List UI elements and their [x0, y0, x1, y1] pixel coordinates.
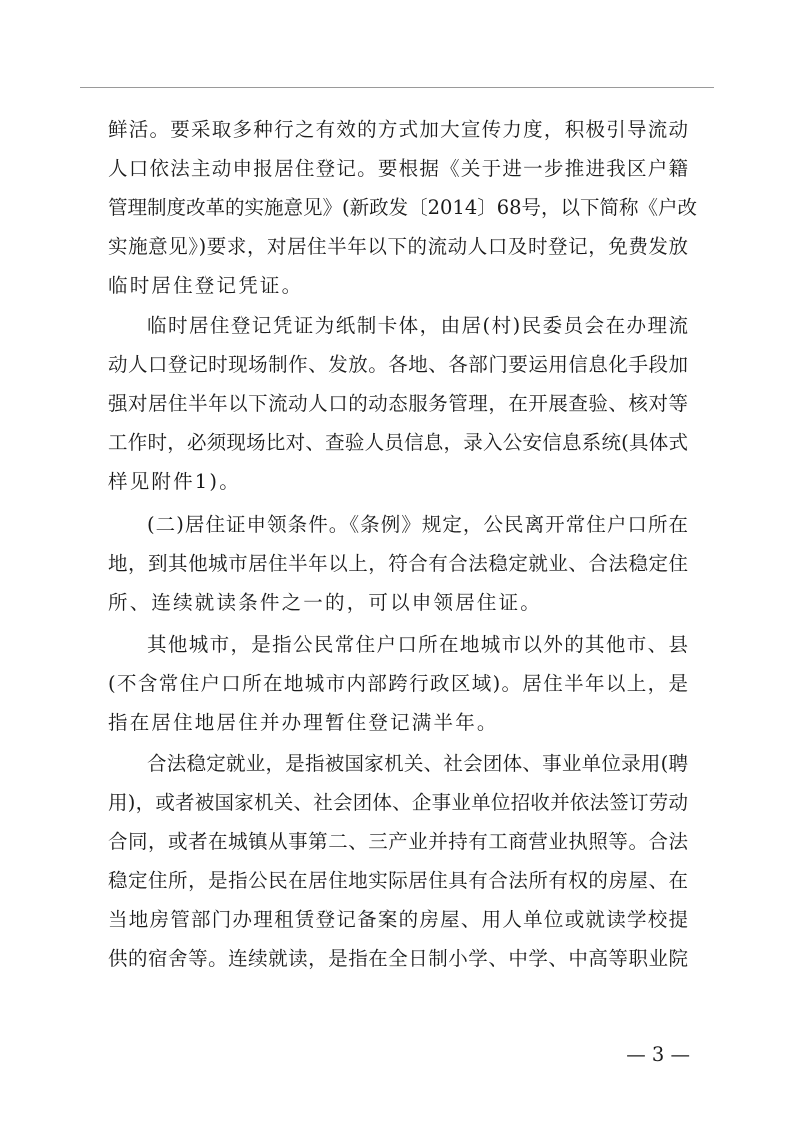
text-line: 所、连续就读条件之一的，可以申领居住证。: [108, 591, 543, 614]
text-line: 指在居住地居住并办理暂住登记满半年。: [108, 711, 499, 734]
header-rule: [80, 87, 714, 88]
page-number: — 3 —: [626, 1043, 690, 1066]
text-line: 合同，或者在城镇从事第二、三产业并持有工商营业执照等。合法: [108, 830, 688, 853]
text-line: 鲜活。要采取多种行之有效的方式加大宣传力度，积极引导流动: [108, 118, 688, 141]
text-line: 地，到其他城市居住半年以上，符合有合法稳定就业、合法稳定住: [108, 552, 688, 575]
text-line: 样见附件1)。: [108, 470, 241, 493]
text-line: 工作时，必须现场比对、查验人员信息，录入公安信息系统(具体式: [108, 431, 688, 454]
text-line: 实施意见》)要求，对居住半年以下的流动人口及时登记，免费发放: [108, 235, 688, 258]
text-line: 临时居住登记凭证为纸制卡体，由居(村)民委员会在办理流: [147, 314, 688, 337]
text-line: 用)，或者被国家机关、社会团体、企事业单位招收并依法签订劳动: [108, 791, 688, 814]
text-line: 动人口登记时现场制作、发放。各地、各部门要运用信息化手段加: [108, 353, 688, 376]
text-line: (二)居住证申领条件。《条例》规定，公民离开常住户口所在: [147, 513, 688, 536]
text-line: 供的宿舍等。连续就读，是指在全日制小学、中学、中高等职业院: [108, 947, 688, 970]
text-line: 合法稳定就业，是指被国家机关、社会团体、事业单位录用(聘: [147, 752, 688, 775]
text-line: (不含常住户口所在地城市内部跨行政区域)。居住半年以上，是: [108, 672, 688, 695]
text-line: 临时居住登记凭证。: [108, 274, 304, 297]
text-line: 强对居住半年以下流动人口的动态服务管理，在开展查验、核对等: [108, 392, 688, 415]
text-line: 管理制度改革的实施意见》(新政发〔2014〕68号，以下简称《户改: [108, 196, 698, 219]
text-line: 人口依法主动申报居住登记。要根据《关于进一步推进我区户籍: [108, 157, 688, 180]
text-line: 其他城市，是指公民常住户口所在地城市以外的其他市、县: [147, 633, 688, 656]
text-line: 当地房管部门办理租赁登记备案的房屋、用人单位或就读学校提: [108, 908, 688, 931]
text-line: 稳定住所，是指公民在居住地实际居住具有合法所有权的房屋、在: [108, 869, 688, 892]
